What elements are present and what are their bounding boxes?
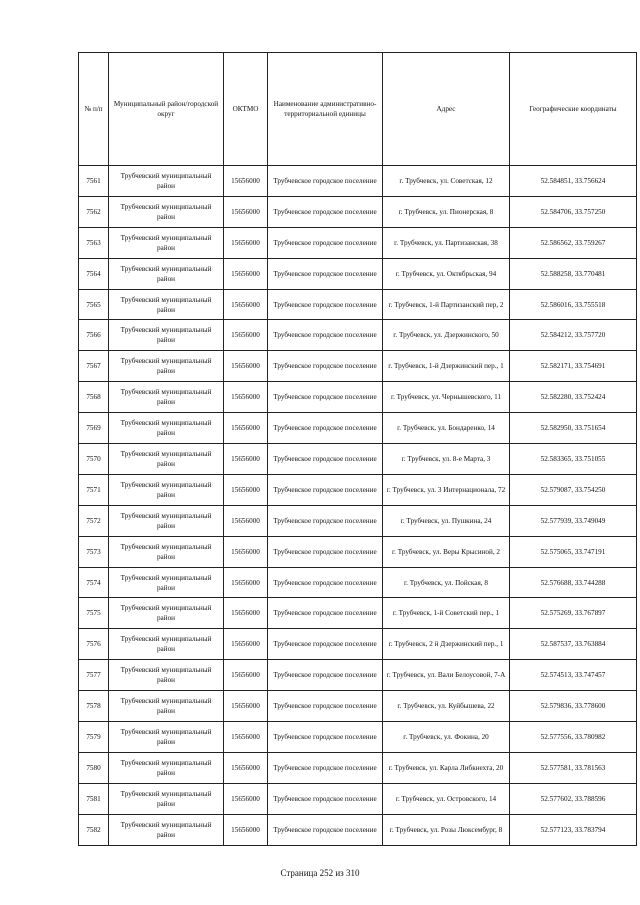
coords-cell: 52.577602, 33.788596 [510, 783, 637, 814]
coords-cell: 52.577556, 33.780982 [510, 722, 637, 753]
coords-cell: 52.579087, 33.754250 [510, 474, 637, 505]
row-number: 7567 [79, 351, 109, 382]
table-row [79, 814, 637, 845]
oktmo-cell: 15656000 [224, 783, 268, 814]
table-row [79, 413, 637, 444]
address-cell: г. Трубчевск, ул. Пушкина, 24 [383, 505, 510, 536]
row-number: 7581 [79, 783, 109, 814]
unit-cell: Трубчевское городское поселение [268, 536, 383, 567]
oktmo-cell: 15656000 [224, 505, 268, 536]
table-row [79, 536, 637, 567]
district-cell: Трубчевский муниципальный район [109, 660, 224, 691]
address-cell: г. Трубчевск, ул. 3 Интернационала, 72 [383, 474, 510, 505]
col-header-oktmo: ОКТМО [224, 53, 268, 166]
oktmo-cell: 15656000 [224, 752, 268, 783]
oktmo-cell: 15656000 [224, 413, 268, 444]
district-cell: Трубчевский муниципальный район [109, 351, 224, 382]
unit-cell: Трубчевское городское поселение [268, 567, 383, 598]
coords-cell: 52.584212, 33.757720 [510, 320, 637, 351]
table-row [79, 722, 637, 753]
unit-cell: Трубчевское городское поселение [268, 814, 383, 845]
district-cell: Трубчевский муниципальный район [109, 258, 224, 289]
row-number: 7564 [79, 258, 109, 289]
district-cell: Трубчевский муниципальный район [109, 505, 224, 536]
address-cell: г. Трубчевск, ул. Дзержинского, 50 [383, 320, 510, 351]
unit-cell: Трубчевское городское поселение [268, 474, 383, 505]
table-row [79, 382, 637, 413]
table-row [79, 567, 637, 598]
unit-cell: Трубчевское городское поселение [268, 351, 383, 382]
coords-cell: 52.582171, 33.754691 [510, 351, 637, 382]
coords-cell: 52.577939, 33.749049 [510, 505, 637, 536]
table-row [79, 351, 637, 382]
row-number: 7569 [79, 413, 109, 444]
col-header-district: Муниципальный район/городской округ [109, 53, 224, 166]
row-number: 7579 [79, 722, 109, 753]
address-cell: г. Трубчевск, ул. Бондаренко, 14 [383, 413, 510, 444]
district-cell: Трубчевский муниципальный район [109, 382, 224, 413]
table-row [79, 196, 637, 227]
coords-cell: 52.579836, 33.778600 [510, 691, 637, 722]
table-row [79, 444, 637, 475]
col-header-address: Адрес [383, 53, 510, 166]
table-row [79, 474, 637, 505]
address-cell: г. Трубчевск, ул. Чернышевского, 11 [383, 382, 510, 413]
address-cell: г. Трубчевск, 1-й Партизанский пер, 2 [383, 289, 510, 320]
address-cell: г. Трубчевск, ул. Розы Люксембург, 8 [383, 814, 510, 845]
coords-cell: 52.584851, 33.756624 [510, 166, 637, 197]
unit-cell: Трубчевское городское поселение [268, 691, 383, 722]
table-row [79, 166, 637, 197]
row-number: 7574 [79, 567, 109, 598]
unit-cell: Трубчевское городское поселение [268, 629, 383, 660]
row-number: 7580 [79, 752, 109, 783]
oktmo-cell: 15656000 [224, 320, 268, 351]
oktmo-cell: 15656000 [224, 227, 268, 258]
oktmo-cell: 15656000 [224, 567, 268, 598]
unit-cell: Трубчевское городское поселение [268, 413, 383, 444]
table-row [79, 227, 637, 258]
address-cell: г. Трубчевск, 1-й Советский пер., 1 [383, 598, 510, 629]
col-header-unit: Наименование административно-территориальной единицы [268, 53, 383, 166]
oktmo-cell: 15656000 [224, 382, 268, 413]
unit-cell: Трубчевское городское поселение [268, 320, 383, 351]
district-cell: Трубчевский муниципальный район [109, 413, 224, 444]
table-row [79, 783, 637, 814]
district-cell: Трубчевский муниципальный район [109, 783, 224, 814]
unit-cell: Трубчевское городское поселение [268, 258, 383, 289]
district-cell: Трубчевский муниципальный район [109, 289, 224, 320]
table-row [79, 320, 637, 351]
row-number: 7566 [79, 320, 109, 351]
col-header-coords: Географические координаты [510, 53, 637, 166]
oktmo-cell: 15656000 [224, 814, 268, 845]
row-number: 7577 [79, 660, 109, 691]
coords-cell: 52.582950, 33.751654 [510, 413, 637, 444]
unit-cell: Трубчевское городское поселение [268, 660, 383, 691]
table-row [79, 629, 637, 660]
coords-cell: 52.575065, 33.747191 [510, 536, 637, 567]
points-table [78, 52, 637, 846]
address-cell: г. Трубчевск, ул. Карла Либкнехта, 20 [383, 752, 510, 783]
unit-cell: Трубчевское городское поселение [268, 289, 383, 320]
coords-cell: 52.586562, 33.759267 [510, 227, 637, 258]
unit-cell: Трубчевское городское поселение [268, 227, 383, 258]
table-row [79, 598, 637, 629]
district-cell: Трубчевский муниципальный район [109, 722, 224, 753]
oktmo-cell: 15656000 [224, 166, 268, 197]
address-cell: г. Трубчевск, ул. Веры Крысиной, 2 [383, 536, 510, 567]
coords-cell: 52.583365, 33.751055 [510, 444, 637, 475]
row-number: 7562 [79, 196, 109, 227]
coords-cell: 52.577123, 33.783794 [510, 814, 637, 845]
coords-cell: 52.588258, 33.770481 [510, 258, 637, 289]
unit-cell: Трубчевское городское поселение [268, 722, 383, 753]
district-cell: Трубчевский муниципальный район [109, 444, 224, 475]
district-cell: Трубчевский муниципальный район [109, 691, 224, 722]
district-cell: Трубчевский муниципальный район [109, 166, 224, 197]
address-cell: г. Трубчевск, ул. Советская, 12 [383, 166, 510, 197]
table-row [79, 258, 637, 289]
coords-cell: 52.586016, 33.755518 [510, 289, 637, 320]
table-row [79, 752, 637, 783]
district-cell: Трубчевский муниципальный район [109, 320, 224, 351]
row-number: 7576 [79, 629, 109, 660]
address-cell: г. Трубчевск, ул. Октябрьская, 94 [383, 258, 510, 289]
unit-cell: Трубчевское городское поселение [268, 598, 383, 629]
address-cell: г. Трубчевск, ул. Куйбышева, 22 [383, 691, 510, 722]
address-cell: г. Трубчевск, 1-й Дзержинский пер., 1 [383, 351, 510, 382]
page-number: Страница 252 из 310 [280, 868, 360, 878]
address-cell: г. Трубчевск, ул. Вали Белоусовой, 7-А [383, 660, 510, 691]
row-number: 7571 [79, 474, 109, 505]
row-number: 7568 [79, 382, 109, 413]
oktmo-cell: 15656000 [224, 660, 268, 691]
unit-cell: Трубчевское городское поселение [268, 505, 383, 536]
row-number: 7578 [79, 691, 109, 722]
district-cell: Трубчевский муниципальный район [109, 814, 224, 845]
row-number: 7563 [79, 227, 109, 258]
coords-cell: 52.576688, 33.744288 [510, 567, 637, 598]
district-cell: Трубчевский муниципальный район [109, 629, 224, 660]
address-cell: г. Трубчевск, ул. Пойская, 8 [383, 567, 510, 598]
unit-cell: Трубчевское городское поселение [268, 752, 383, 783]
unit-cell: Трубчевское городское поселение [268, 783, 383, 814]
oktmo-cell: 15656000 [224, 536, 268, 567]
coords-cell: 52.574513, 33.747457 [510, 660, 637, 691]
row-number: 7575 [79, 598, 109, 629]
unit-cell: Трубчевское городское поселение [268, 444, 383, 475]
row-number: 7572 [79, 505, 109, 536]
coords-cell: 52.582280, 33.752424 [510, 382, 637, 413]
row-number: 7565 [79, 289, 109, 320]
address-cell: г. Трубчевск, 2 й Дзержинский пер., 1 [383, 629, 510, 660]
unit-cell: Трубчевское городское поселение [268, 166, 383, 197]
oktmo-cell: 15656000 [224, 691, 268, 722]
oktmo-cell: 15656000 [224, 629, 268, 660]
coords-cell: 52.577581, 33.781563 [510, 752, 637, 783]
address-cell: г. Трубчевск, ул. Партизанская, 38 [383, 227, 510, 258]
district-cell: Трубчевский муниципальный район [109, 227, 224, 258]
address-cell: г. Трубчевск, ул. Фокина, 20 [383, 722, 510, 753]
oktmo-cell: 15656000 [224, 258, 268, 289]
oktmo-cell: 15656000 [224, 598, 268, 629]
col-header-number: № п/п [79, 53, 109, 166]
table-row [79, 660, 637, 691]
address-cell: г. Трубчевск, ул. 8-е Марта, 3 [383, 444, 510, 475]
coords-cell: 52.575269, 33.767897 [510, 598, 637, 629]
address-cell: г. Трубчевск, ул. Островского, 14 [383, 783, 510, 814]
district-cell: Трубчевский муниципальный район [109, 598, 224, 629]
table-row [79, 505, 637, 536]
coords-cell: 52.587537, 33.763884 [510, 629, 637, 660]
address-cell: г. Трубчевск, ул. Пионерская, 8 [383, 196, 510, 227]
row-number: 7582 [79, 814, 109, 845]
district-cell: Трубчевский муниципальный район [109, 474, 224, 505]
coords-cell: 52.584706, 33.757250 [510, 196, 637, 227]
oktmo-cell: 15656000 [224, 289, 268, 320]
district-cell: Трубчевский муниципальный район [109, 536, 224, 567]
district-cell: Трубчевский муниципальный район [109, 752, 224, 783]
header-row [79, 53, 637, 166]
unit-cell: Трубчевское городское поселение [268, 382, 383, 413]
table-row [79, 691, 637, 722]
oktmo-cell: 15656000 [224, 351, 268, 382]
unit-cell: Трубчевское городское поселение [268, 196, 383, 227]
oktmo-cell: 15656000 [224, 722, 268, 753]
oktmo-cell: 15656000 [224, 444, 268, 475]
district-cell: Трубчевский муниципальный район [109, 567, 224, 598]
oktmo-cell: 15656000 [224, 474, 268, 505]
row-number: 7561 [79, 166, 109, 197]
row-number: 7570 [79, 444, 109, 475]
district-cell: Трубчевский муниципальный район [109, 196, 224, 227]
oktmo-cell: 15656000 [224, 196, 268, 227]
row-number: 7573 [79, 536, 109, 567]
table-row [79, 289, 637, 320]
